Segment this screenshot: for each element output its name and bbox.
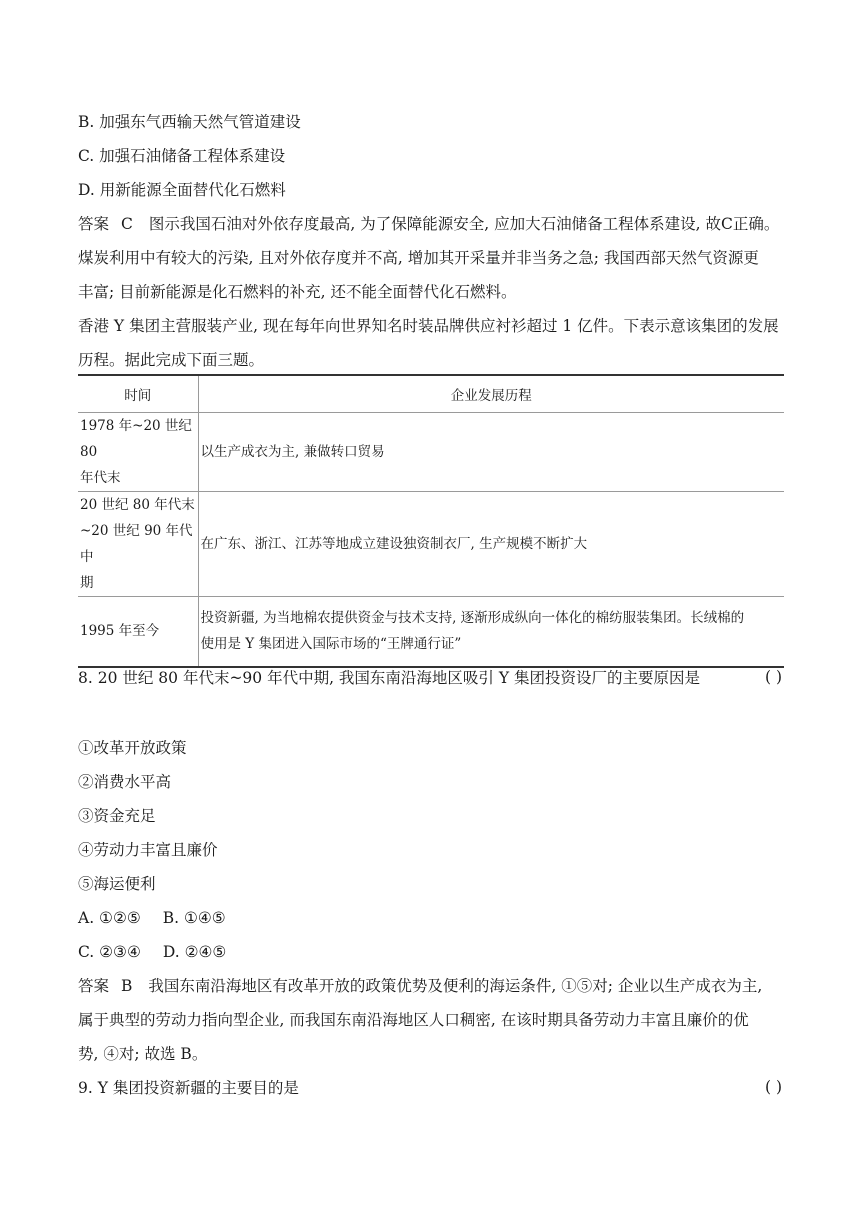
q7-answer (78, 214, 779, 234)
answer-key: B (121, 977, 133, 995)
q8-stem: 8. 20 世纪 80 年代末~90 年代中期, 我国东南沿海地区吸引 Y 集团投资设厂的主要原因是 (78, 669, 701, 687)
time-cell (78, 597, 198, 667)
q8-explanation-line: 属于典型的劳动力指向型企业, 而我国东南沿海地区人口稠密, 在该时期具备劳动力丰富且廉价的优 (78, 1011, 749, 1029)
table-row (78, 597, 784, 667)
time-line: 20 世纪 80 年代末 (80, 497, 195, 513)
time-line: 年代末 (80, 470, 121, 486)
table-row (78, 413, 784, 492)
option-c: C. ②③④ (78, 943, 141, 961)
answer-blank: ( ) (764, 1078, 782, 1096)
q8-options-row (78, 908, 226, 928)
time-line: 期 (80, 575, 94, 591)
option-d: D. ②④⑤ (162, 943, 227, 961)
time-line: 1995 年至今 (80, 623, 160, 640)
intro-text: 历程。据此完成下面三题。 (78, 351, 265, 369)
intro-text: 香港 Y 集团主营服装产业, 现在每年向世界知名时装品牌供应衬衫超过 1 亿件。下表示意该集团的发展 (78, 317, 779, 335)
q8-answer (78, 976, 762, 996)
development-table (78, 374, 784, 668)
q8-options-row (78, 942, 226, 962)
table-header-row (78, 375, 784, 413)
time-cell (78, 492, 198, 597)
option-a: A. ①②⑤ (78, 909, 141, 927)
q8-item: ②消费水平高 (78, 773, 172, 791)
q7-explanation-line: 煤炭利用中有较大的污染, 且对外依存度并不高, 增加其开采量并非当务之急; 我国西部天然气资源更 (78, 249, 759, 267)
option-b: B. ①④⑤ (162, 909, 226, 927)
q9-stem: 9. Y 集团投资新疆的主要目的是 (78, 1079, 299, 1097)
q8-item: ①改革开放政策 (78, 739, 187, 757)
column-header-time: 时间 (78, 375, 198, 413)
q8-item: ⑤海运便利 (78, 875, 156, 893)
q7-option-b: B. 加强东气西输天然气管道建设 (78, 113, 301, 131)
history-cell (198, 492, 784, 597)
q8-item: ④劳动力丰富且廉价 (78, 841, 218, 859)
history-line: 使用是 Y 集团进入国际市场的“王牌通行证” (200, 636, 462, 653)
answer-label: 答案 (78, 215, 110, 233)
answer-label: 答案 (78, 977, 110, 995)
explanation-text: 我国东南沿海地区有改革开放的政策优势及便利的海运条件, ①⑤对; 企业以生产成衣为主, (148, 977, 763, 995)
q7-option-c: C. 加强石油储备工程体系建设 (78, 147, 286, 165)
answer-blank: ( ) (764, 668, 782, 686)
q8-explanation-line: 势, ④对; 故选 B。 (78, 1045, 208, 1063)
q7-option-d: D. 用新能源全面替代化石燃料 (78, 181, 286, 199)
explanation-text: 图示我国石油对外依存度最高, 为了保障能源安全, 应加大石油储备工程体系建设, 故C正确。 (148, 215, 780, 233)
q8-item: ③资金充足 (78, 807, 156, 825)
table-row (78, 492, 784, 597)
history-line: 在广东、浙江、江苏等地成立建设独资制衣厂, 生产规模不断扩大 (200, 536, 588, 552)
time-cell (78, 413, 198, 492)
time-line: 1978 年~20 世纪 80 (80, 418, 192, 460)
time-line: ~20 世纪 90 年代中 (80, 523, 193, 565)
history-cell (198, 597, 784, 667)
history-line: 投资新疆, 为当地棉农提供资金与技术支持, 逐渐形成纵向一体化的棉纺服装集团。长绒棉的 (200, 610, 745, 627)
history-cell (198, 413, 784, 492)
history-line: 以生产成衣为主, 兼做转口贸易 (200, 444, 385, 460)
answer-key: C (121, 215, 133, 233)
q7-explanation-line: 丰富; 目前新能源是化石燃料的补充, 还不能全面替代化石燃料。 (78, 283, 517, 301)
column-header-history: 企业发展历程 (198, 375, 784, 413)
